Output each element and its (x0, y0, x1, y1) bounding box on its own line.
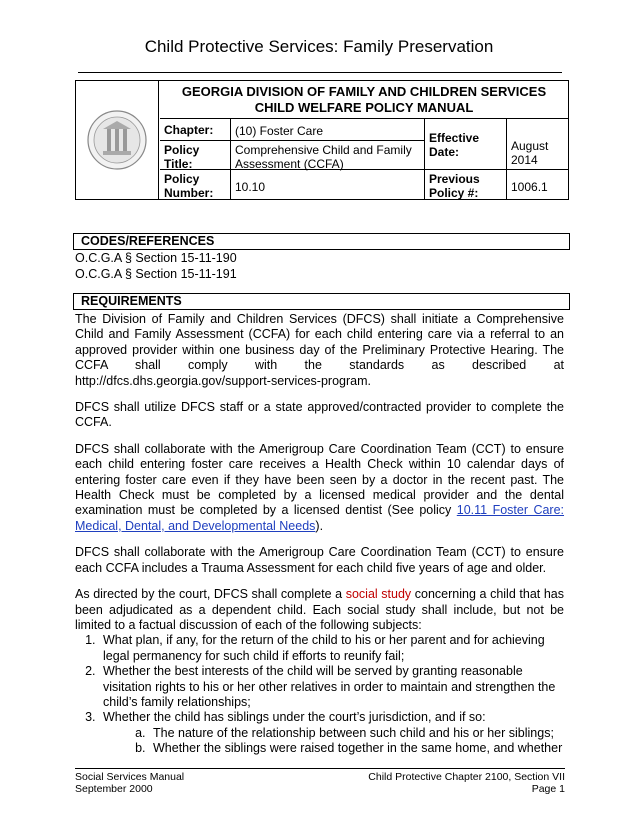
policy-number-label-line2: Number: (164, 186, 214, 200)
policy-number-label-line1: Policy (164, 172, 200, 186)
policy-title-label-line1: Policy (164, 143, 200, 157)
effective-label-line1: Effective (429, 131, 480, 145)
page-header-title: Child Protective Services: Family Preservation (144, 37, 494, 56)
requirements-body (75, 312, 564, 757)
policy-title-label-line2: Title: (164, 157, 193, 171)
effective-label-line2: Date: (429, 145, 460, 159)
social-study-term[interactable]: social study (345, 587, 412, 602)
policy-title-value-line2: Assessment (CCFA) (235, 157, 344, 171)
policy-number-value: 10.10 (235, 180, 266, 194)
requirements-paragraph-5 (75, 587, 564, 633)
header-rule (78, 72, 562, 73)
policy-title-value (231, 141, 424, 173)
policy-header-table (75, 80, 569, 200)
list-item: 2. Whether the best interests of the child will be served by granting reasonable visitation rights to his or her other relatives in order to maintain and strengthen the child’s family relationships; (99, 664, 564, 710)
siblings-sub-list (103, 726, 564, 757)
foster-care-medical-policy-link[interactable]: 10.11 Foster Care: Medical, Dental, and Developmental Needs (75, 503, 565, 533)
footer-date: September 2000 (75, 783, 153, 795)
state-seal-icon (86, 109, 148, 171)
paragraph-5-end: concerning a child that has been adjudicated as a dependent child. Each social study shall include, but not be limited to a factual discussion of each of the following subjects: (75, 587, 564, 632)
chapter-label: Chapter: (164, 123, 214, 137)
effective-date-value: August 2014 (511, 139, 549, 167)
policy-number-label (160, 170, 230, 202)
policy-title-label (160, 141, 230, 173)
agency-title (160, 81, 568, 119)
paragraph-5-text: As directed by the court, DFCS shall complete a (75, 587, 346, 602)
code-reference-1: O.C.G.A § Section 15-11-190 (75, 251, 237, 265)
requirements-paragraph-1: The Division of Family and Children Services (DFCS) shall initiate a Comprehensive Child and Family Assessment (CCFA) for each child entering care via a referral to an approved provider within one business day of the Preliminary Protective Hearing. The CCFA shall comply with the standards as described at http://dfcs.dhs.georgia.gov/support-services-program. (75, 312, 564, 388)
policy-title-value-line1: Comprehensive Child and Family (235, 143, 412, 157)
previous-policy-label (425, 170, 506, 202)
footer-left (75, 771, 184, 795)
seal-cell (76, 81, 159, 199)
requirements-paragraph-3 (75, 442, 564, 534)
footer-rule (75, 768, 565, 769)
paragraph-3-text: DFCS shall collaborate with the Amerigroup Care Coordination Team (CCT) to ensure each child entering foster care receives a Health Check within 10 calendar days of entering foster care even if they have been seen by a doctor in the recent past. The Health Check must be completed by a licensed medical provider and the dental examination must be completed by a licensed dentist (See policy (75, 441, 564, 518)
list-item (99, 710, 564, 756)
requirements-paragraph-4: DFCS shall collaborate with the Amerigroup Care Coordination Team (CCT) to ensure each CCFA includes a Trauma Assessment for each child five years of age and older. (75, 545, 564, 575)
footer-manual-name: Social Services Manual (75, 771, 185, 783)
previous-label-line2: Policy #: (429, 186, 479, 200)
paragraph-3-end: ). (315, 518, 324, 533)
footer-page-number: Page 1 (531, 783, 565, 795)
social-study-subjects-list (75, 633, 564, 756)
sub-list-item: a. The nature of the relationship between such child and his or her siblings; (149, 726, 564, 741)
previous-label-line1: Previous (429, 172, 480, 186)
agency-line-1: GEORGIA DIVISION OF FAMILY AND CHILDREN SERVICES (181, 84, 547, 99)
previous-policy-value: 1006.1 (511, 180, 548, 194)
requirements-heading: REQUIREMENTS (73, 293, 570, 310)
list-item: 1. What plan, if any, for the return of the child to his or her parent and for achieving legal permanency for such child if efforts to reunify fail; (99, 633, 564, 664)
effective-date-label (425, 129, 506, 161)
list-item-text: Whether the child has siblings under the court’s jurisdiction, and if so: (103, 710, 486, 725)
requirements-paragraph-2: DFCS shall utilize DFCS staff or a state approved/contracted provider to complete the CCFA. (75, 400, 564, 430)
footer-chapter-section: Child Protective Chapter 2100, Section VII (368, 771, 565, 783)
agency-line-2: CHILD WELFARE POLICY MANUAL (254, 100, 474, 115)
sub-list-item: b. Whether the siblings were raised together in the same home, and whether (149, 741, 564, 756)
footer-right (368, 771, 565, 795)
chapter-value: (10) Foster Care (235, 124, 324, 138)
codes-references-heading: CODES/REFERENCES (73, 233, 570, 250)
code-reference-2: O.C.G.A § Section 15-11-191 (75, 267, 237, 281)
